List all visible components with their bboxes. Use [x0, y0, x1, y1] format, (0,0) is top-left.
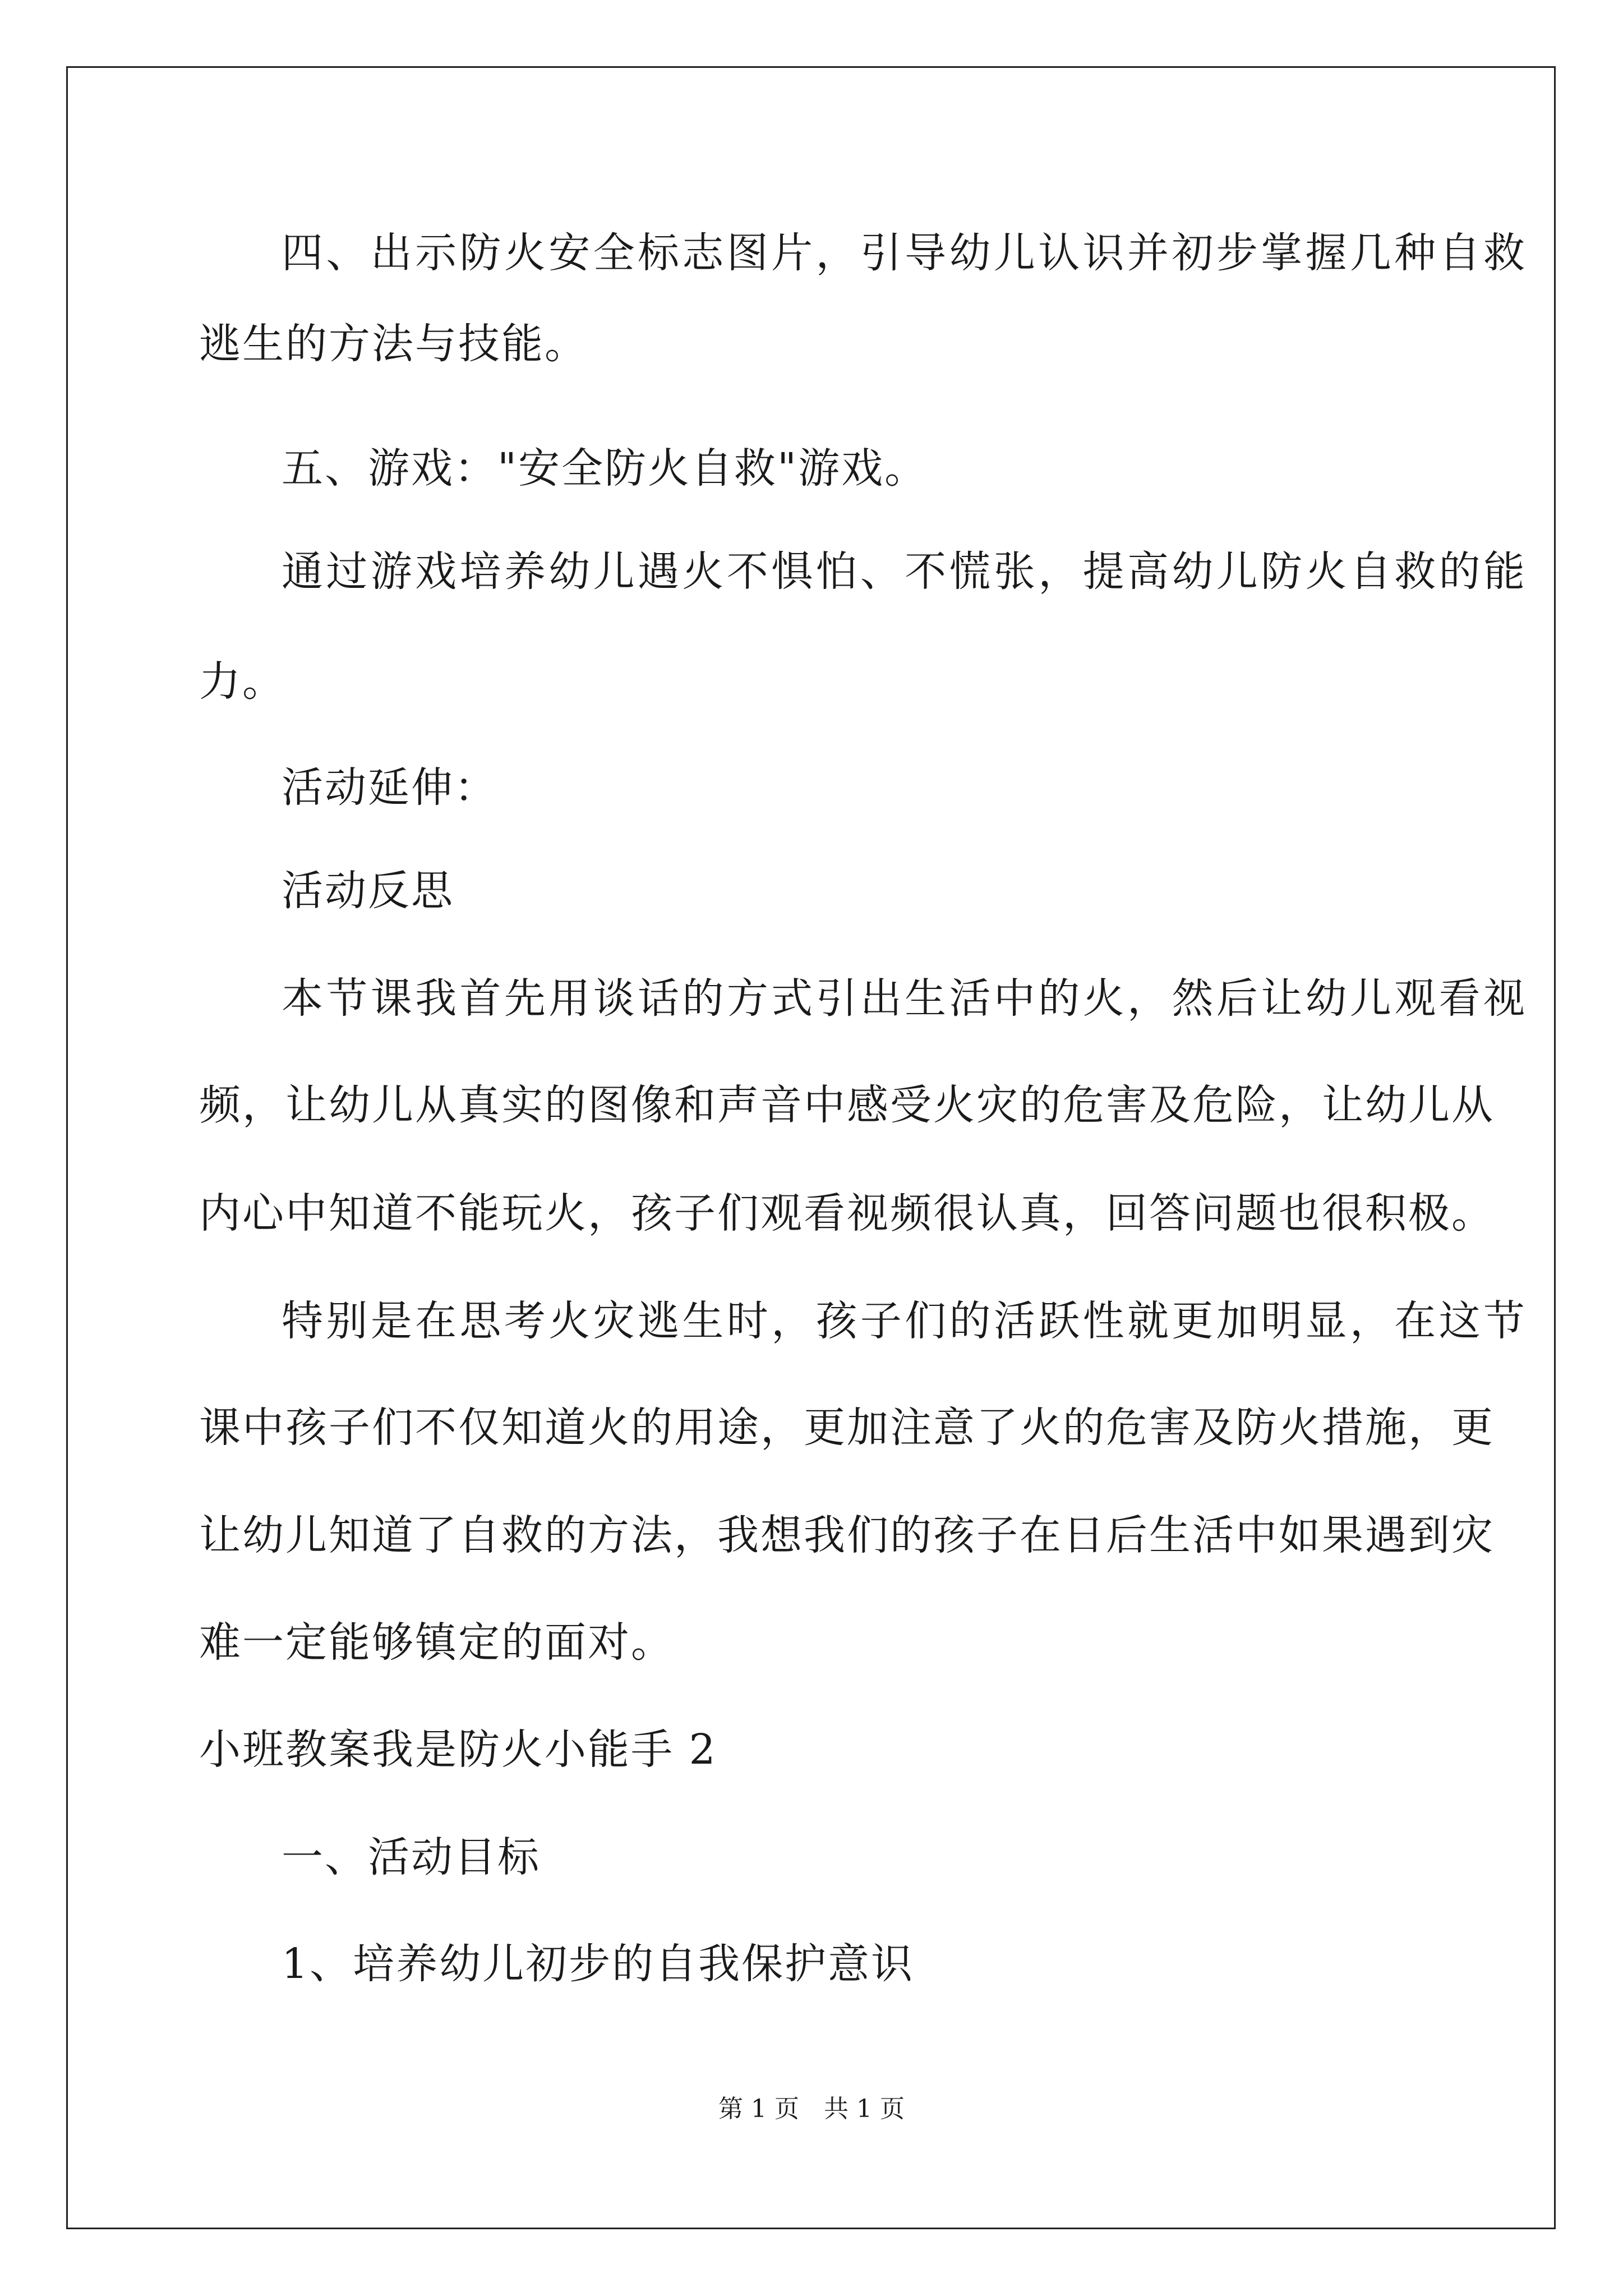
page-footer	[0, 2092, 1623, 2126]
reflection-2-line-3: 让幼儿知道了自救的方法，我想我们的孩子在日后生活中如果遇到灾	[199, 1511, 1495, 1559]
reflection-2-line-2: 课中孩子们不仅知道火的用途，更加注意了火的危害及防火措施，更	[199, 1404, 1495, 1452]
activity-reflection-heading: 活动反思	[282, 867, 454, 915]
reflection-2-line-4: 难一定能够镇定的面对。	[199, 1618, 674, 1667]
page-border	[66, 66, 1556, 2229]
paragraph-4-line-1: 四、出示防火安全标志图片，引导幼儿认识并初步掌握几种自救	[282, 229, 1527, 277]
activity-extension-heading: 活动延伸：	[282, 763, 497, 812]
paragraph-game-line-1: 通过游戏培养幼儿遇火不惧怕、不慌张，提高幼儿防火自救的能	[282, 547, 1527, 596]
paragraph-game-line-2: 力。	[199, 657, 285, 706]
reflection-2-line-1: 特别是在思考火灾逃生时，孩子们的活跃性就更加明显，在这节	[282, 1297, 1527, 1345]
section-title: 小班教案我是防火小能手 2	[199, 1726, 717, 1774]
activity-goal-heading: 一、活动目标	[282, 1833, 541, 1881]
paragraph-5: 五、游戏："安全防火自救"游戏。	[282, 444, 928, 493]
paragraph-4-line-2: 逃生的方法与技能。	[199, 320, 588, 368]
reflection-line-2: 频，让幼儿从真实的图像和声音中感受火灾的危害及危险，让幼儿从	[199, 1081, 1495, 1129]
page-number: 第 1 页	[718, 2095, 799, 2123]
goal-item-1: 1、培养幼儿初步的自我保护意识	[282, 1940, 915, 1988]
reflection-line-3: 内心中知道不能玩火，孩子们观看视频很认真，回答问题也很积极。	[199, 1189, 1495, 1237]
reflection-line-1: 本节课我首先用谈话的方式引出生活中的火，然后让幼儿观看视	[282, 974, 1527, 1023]
page-total: 共 1 页	[824, 2095, 905, 2123]
